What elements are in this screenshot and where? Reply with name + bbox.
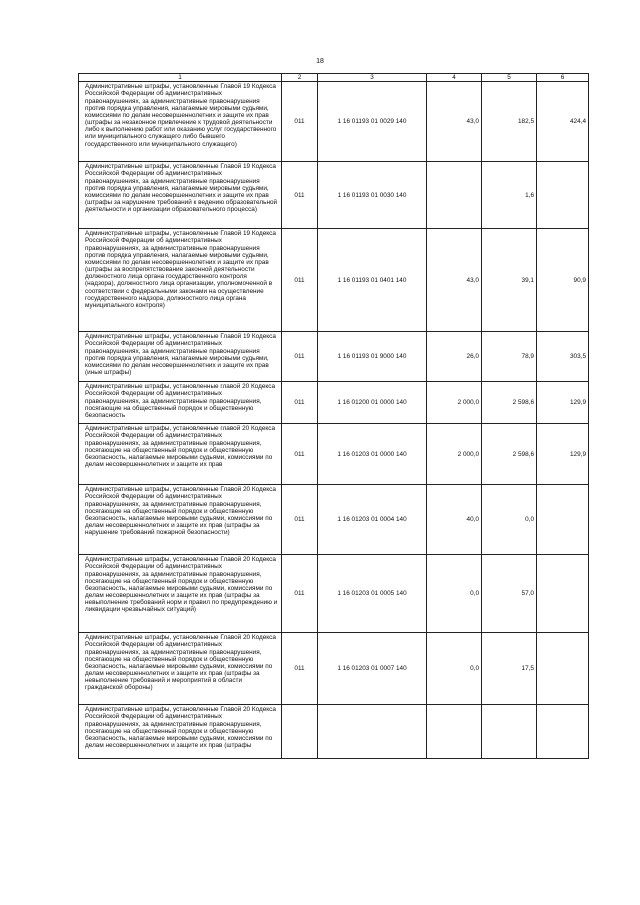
row-budget-code (318, 705, 427, 759)
header-row (79, 74, 589, 82)
row-name: Административные штрафы, установленные Главой 20 Кодекса Российской Федерации об административных правонарушениях, за административные правонарушения, посягающие на общественный порядок и общественную безопасность, налагаемые мировыми судьями, комиссиями по делам несовершеннолетних и защите их прав (штрафы за нарушение требований пожарной безопасности) (79, 485, 282, 555)
row-value-5 (482, 705, 537, 759)
row-value-6 (537, 485, 589, 555)
row-value-4 (427, 705, 482, 759)
row-admin-code: 011 (282, 555, 318, 633)
row-value-5: 2 598,6 (482, 382, 537, 424)
table-row (79, 382, 589, 424)
header-col-1: 1 (79, 74, 282, 82)
row-value-6: 303,5 (537, 332, 589, 382)
row-name: Административные штрафы, установленные Главой 20 Кодекса Российской Федерации об административных правонарушениях, за административные правонарушения, посягающие на общественный порядок и общественную безопасность, налагаемые мировыми судьями, комиссиями по делам несовершеннолетних и защите их прав (штрафы за невыполнение требований норм и правил по предупреждению и ликвидации чрезвычайных ситуаций) (79, 555, 282, 633)
row-value-4: 2 000,0 (427, 382, 482, 424)
row-admin-code: 011 (282, 229, 318, 332)
row-admin-code: 011 (282, 82, 318, 162)
row-name: Административные штрафы, установленные Главой 20 Кодекса Российской Федерации об административных правонарушениях, за административные правонарушения, посягающие на общественный порядок и общественную безопасность, налагаемые мировыми судьями, комиссиями по делам несовершеннолетних и защите их прав (штрафы за невыполнение требований и мероприятий в области гражданской обороны) (79, 633, 282, 705)
table-row (79, 82, 589, 162)
row-value-4: 43,0 (427, 82, 482, 162)
row-value-6: 129,9 (537, 424, 589, 485)
row-value-6: 129,9 (537, 382, 589, 424)
row-value-4 (427, 162, 482, 229)
row-value-6 (537, 633, 589, 705)
row-name: Административные штрафы, установленные Главой 20 Кодекса Российской Федерации об административных правонарушениях, за административные правонарушения, посягающие на общественный порядок и общественную безопасность, налагаемые мировыми судьями, комиссиями по делам несовершеннолетних и защите их прав (штрафы (79, 705, 282, 759)
row-budget-code: 1 16 01193 01 9000 140 (318, 332, 427, 382)
row-budget-code: 1 16 01203 01 0004 140 (318, 485, 427, 555)
row-value-5: 1,6 (482, 162, 537, 229)
row-value-5: 0,0 (482, 485, 537, 555)
revenue-table (78, 73, 589, 759)
row-admin-code: 011 (282, 162, 318, 229)
table-row (79, 555, 589, 633)
row-value-5: 2 598,6 (482, 424, 537, 485)
row-value-5: 182,5 (482, 82, 537, 162)
row-value-4: 40,0 (427, 485, 482, 555)
header-col-4: 4 (427, 74, 482, 82)
row-value-6 (537, 705, 589, 759)
row-name: Административные штрафы, установленные Главой 19 Кодекса Российской Федерации об административных правонарушениях, за административные правонарушения против порядка управления, налагаемые мировыми судьями, комиссиями по делам несовершеннолетних и защите их прав (штрафы за незаконное привлечение к трудовой деятельности либо к выполнению работ или оказанию услуг государственного или муниципального служащего либо бывшего государственного или муниципального служащего) (79, 82, 282, 162)
table-row (79, 485, 589, 555)
row-name: Административные штрафы, установленные Главой 19 Кодекса Российской Федерации об административных правонарушениях, за административные правонарушения против порядка управления, налагаемые мировыми судьями, комиссиями по делам несовершеннолетних и защите их прав (штрафы за нарушение требований к ведению образовательной деятельности и организации образовательного процесса) (79, 162, 282, 229)
row-admin-code: 011 (282, 485, 318, 555)
row-value-6 (537, 162, 589, 229)
row-name: Административные штрафы, установленные Главой 19 Кодекса Российской Федерации об административных правонарушениях, за административные правонарушения против порядка управления, налагаемые мировыми судьями, комиссиями по делам несовершеннолетних и защите их прав (штрафы за воспрепятствование законной деятельности должностного лица органа государственного контроля (надзора), должностного лица организации, уполномоченной в соответствии с федеральными законами на осуществление государственного надзора, должностного лица органа муниципального контроля) (79, 229, 282, 332)
row-budget-code: 1 16 01203 01 0000 140 (318, 424, 427, 485)
row-value-4: 26,0 (427, 332, 482, 382)
row-admin-code: 011 (282, 382, 318, 424)
row-value-5: 57,0 (482, 555, 537, 633)
row-name: Административные штрафы, установленные Главой 19 Кодекса Российской Федерации об административных правонарушениях, за административные правонарушения против порядка управления, налагаемые мировыми судьями, комиссиями по делам несовершеннолетних и защите их прав (иные штрафы) (79, 332, 282, 382)
row-budget-code: 1 16 01193 01 0029 140 (318, 82, 427, 162)
table-row (79, 332, 589, 382)
row-budget-code: 1 16 01200 01 0000 140 (318, 382, 427, 424)
row-value-6: 90,9 (537, 229, 589, 332)
row-value-4: 43,0 (427, 229, 482, 332)
row-budget-code: 1 16 01193 01 0401 140 (318, 229, 427, 332)
row-admin-code: 011 (282, 332, 318, 382)
row-budget-code: 1 16 01193 01 0030 140 (318, 162, 427, 229)
row-value-5: 39,1 (482, 229, 537, 332)
row-value-5: 78,9 (482, 332, 537, 382)
row-value-6 (537, 555, 589, 633)
row-value-4: 2 000,0 (427, 424, 482, 485)
header-col-2: 2 (282, 74, 318, 82)
table-row (79, 162, 589, 229)
header-col-6: 6 (537, 74, 589, 82)
row-value-6: 424,4 (537, 82, 589, 162)
row-name: Административные штрафы, установленные главой 20 Кодекса Российской Федерации об административных правонарушениях, за административные правонарушения, посягающие на общественный порядок и общественную безопасность, налагаемые мировыми судьями, комиссиями по делам несовершеннолетних и защите их прав (79, 424, 282, 485)
row-value-5: 17,5 (482, 633, 537, 705)
table-row (79, 633, 589, 705)
row-budget-code: 1 16 01203 01 0007 140 (318, 633, 427, 705)
header-col-5: 5 (482, 74, 537, 82)
table-row (79, 705, 589, 759)
row-name: Административные штрафы, установленные главой 20 Кодекса Российской Федерации об административных правонарушениях, за административные правонарушения, посягающие на общественный порядок и общественную безопасность (79, 382, 282, 424)
row-value-4: 0,0 (427, 555, 482, 633)
row-admin-code (282, 705, 318, 759)
row-admin-code: 011 (282, 424, 318, 485)
table-row (79, 229, 589, 332)
table-row (79, 424, 589, 485)
row-value-4: 0,0 (427, 633, 482, 705)
row-admin-code: 011 (282, 633, 318, 705)
page-number: 18 (316, 58, 324, 65)
row-budget-code: 1 16 01203 01 0005 140 (318, 555, 427, 633)
header-col-3: 3 (318, 74, 427, 82)
